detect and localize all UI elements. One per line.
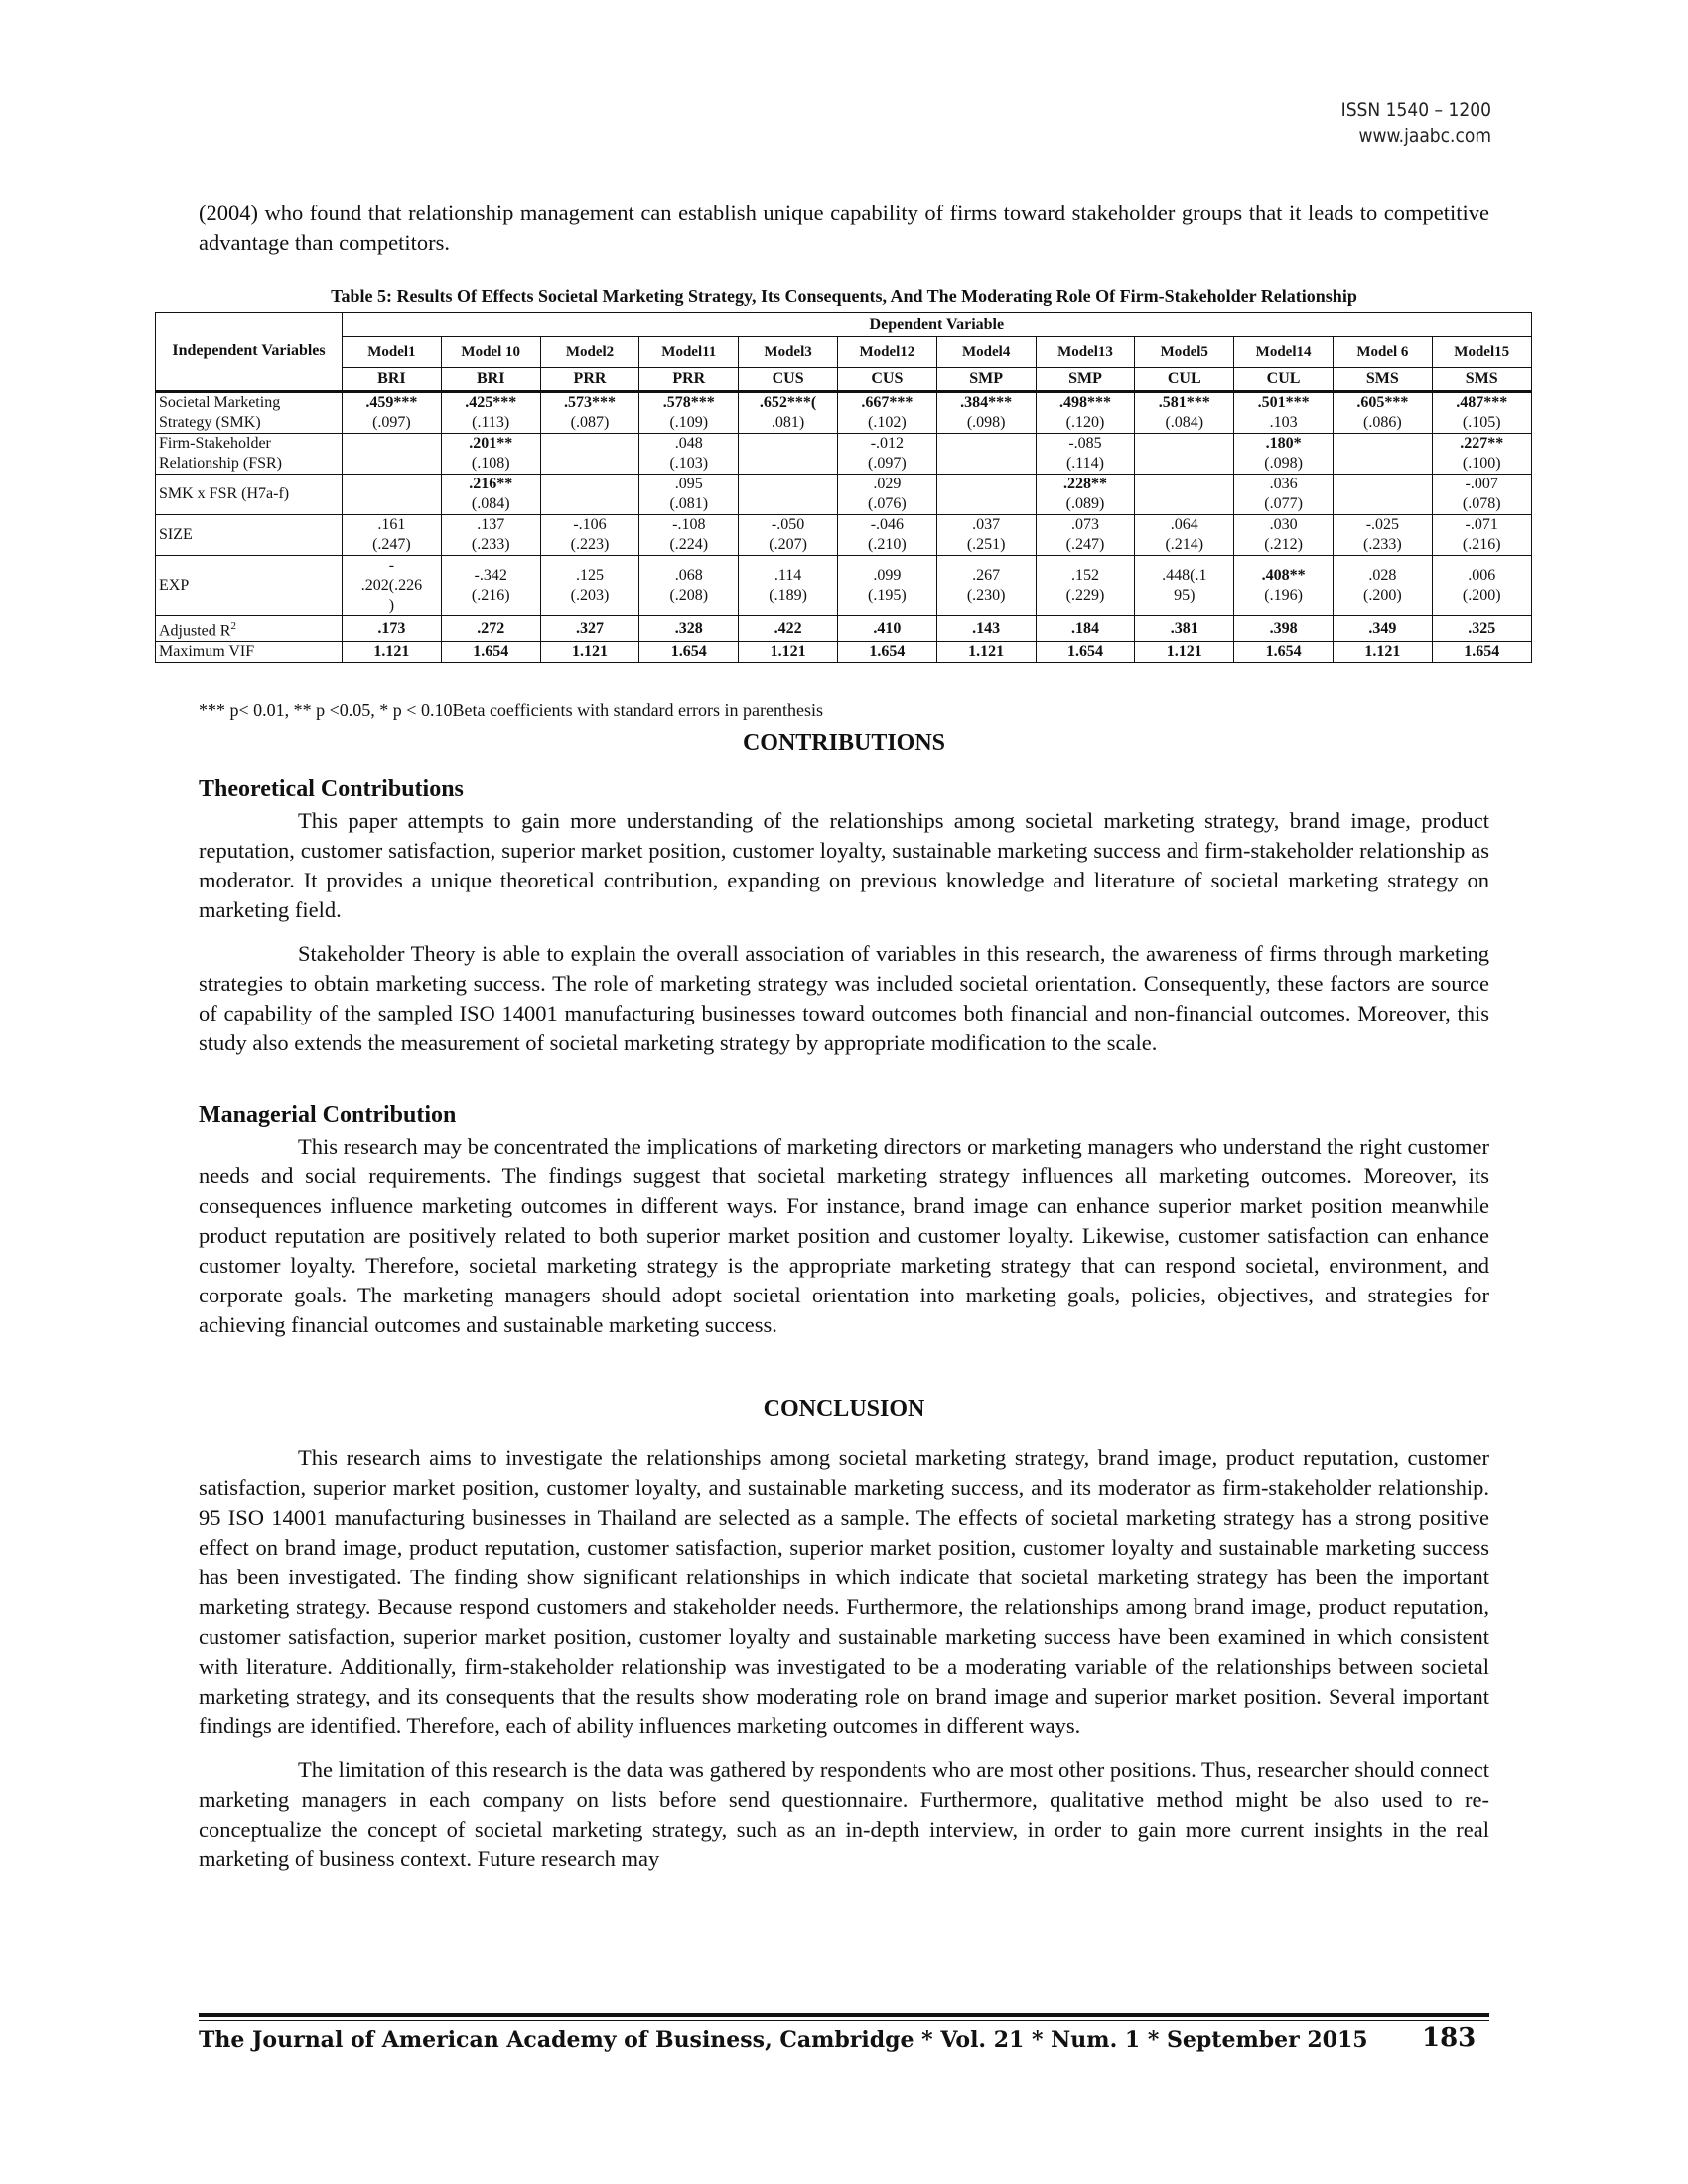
row-label-line: SIZE xyxy=(159,526,193,543)
coefficient: .036 xyxy=(1269,476,1298,492)
table-cell xyxy=(1432,392,1531,434)
table-cell xyxy=(1333,515,1432,556)
standard-error: (.120) xyxy=(1065,414,1105,431)
standard-error xyxy=(346,454,438,474)
adjusted-r2-value: .272 xyxy=(441,616,540,642)
standard-error: (.105) xyxy=(1462,414,1501,431)
coefficient: .095 xyxy=(674,476,703,492)
standard-error xyxy=(940,454,1033,474)
row-label xyxy=(156,475,343,515)
table-footnote: *** p< 0.01, ** p <0.05, * p < 0.10Beta coefficients with standard errors in parenthesis xyxy=(199,700,823,720)
table-cell xyxy=(1333,556,1432,616)
standard-error: (.089) xyxy=(1065,495,1105,512)
row-label-line: Relationship (FSR) xyxy=(159,455,283,472)
standard-error: (.098) xyxy=(966,414,1006,431)
table-cell xyxy=(1036,515,1135,556)
standard-error: (.230) xyxy=(966,587,1006,604)
footer-rule-thick xyxy=(199,2013,1489,2017)
standard-error: (.216) xyxy=(1462,536,1501,553)
coefficient: - xyxy=(388,557,395,574)
table-cell xyxy=(1036,475,1135,515)
table-cell xyxy=(540,475,639,515)
conclusion-text xyxy=(199,1443,1489,1874)
coefficient xyxy=(1336,434,1429,454)
model-header: Model1 xyxy=(343,337,442,368)
table-cell xyxy=(343,515,442,556)
issn-number: ISSN 1540 – 1200 xyxy=(1340,99,1491,121)
table-cell xyxy=(739,475,838,515)
dependent-variable-code: PRR xyxy=(639,368,739,392)
adjusted-r2-value: .398 xyxy=(1234,616,1334,642)
dependent-variable-code: SMP xyxy=(936,368,1036,392)
table-cell xyxy=(936,515,1036,556)
coefficient xyxy=(742,475,834,494)
table-cell xyxy=(343,434,442,475)
adjusted-r2-label xyxy=(156,616,343,642)
row-label xyxy=(156,556,343,616)
theoretical-contributions-text xyxy=(199,806,1489,1058)
coefficient xyxy=(544,434,636,454)
standard-error: (.233) xyxy=(471,536,510,553)
model-header: Model11 xyxy=(639,337,739,368)
table-cell xyxy=(837,434,936,475)
table-cell xyxy=(639,392,739,434)
table-cell xyxy=(1036,392,1135,434)
table-cell xyxy=(540,556,639,616)
coefficient: .216** xyxy=(469,476,513,492)
coefficient: .068 xyxy=(674,567,703,584)
coefficient: .425*** xyxy=(465,394,517,411)
adjusted-r2-label-text: Adjusted R xyxy=(159,622,231,640)
maximum-vif-value: 1.121 xyxy=(739,642,838,663)
coefficient: .267 xyxy=(972,567,1001,584)
maximum-vif-value: 1.654 xyxy=(639,642,739,663)
dependent-variable-code: SMS xyxy=(1432,368,1531,392)
coefficient: -.106 xyxy=(573,516,607,533)
table-cell xyxy=(1135,434,1234,475)
standard-error xyxy=(742,494,834,514)
table-cell xyxy=(441,475,540,515)
managerial-contribution-heading: Managerial Contribution xyxy=(199,1102,457,1128)
coefficient: .408** xyxy=(1261,567,1306,584)
coefficient xyxy=(346,434,438,454)
maximum-vif-value: 1.654 xyxy=(1036,642,1135,663)
adjusted-r2-value: .173 xyxy=(343,616,442,642)
dependent-variable-code: SMS xyxy=(1333,368,1432,392)
standard-error xyxy=(1138,494,1230,514)
standard-error: (.113) xyxy=(472,414,510,431)
coefficient: -.071 xyxy=(1465,516,1498,533)
maximum-vif-value: 1.121 xyxy=(540,642,639,663)
coefficient: .137 xyxy=(477,516,505,533)
standard-error: (.078) xyxy=(1462,495,1501,512)
adjusted-r2-value: .184 xyxy=(1036,616,1135,642)
coefficient: .180* xyxy=(1265,435,1302,452)
table-cell xyxy=(837,475,936,515)
table-row xyxy=(156,475,1532,515)
standard-error: (.214) xyxy=(1165,536,1204,553)
standard-error: (.200) xyxy=(1363,587,1402,604)
standard-error: (.229) xyxy=(1065,587,1105,604)
coefficient: .161 xyxy=(377,516,406,533)
standard-error: (.210) xyxy=(868,536,907,553)
coefficient xyxy=(1138,475,1230,494)
row-label-line: Strategy (SMK) xyxy=(159,414,261,431)
table-cell xyxy=(1135,475,1234,515)
standard-error xyxy=(742,454,834,474)
adjusted-r2-value: .349 xyxy=(1333,616,1432,642)
dependent-variable-code: CUL xyxy=(1135,368,1234,392)
standard-error: (.076) xyxy=(868,495,907,512)
conclusion-paragraph-1: This research aims to investigate the relationships among societal marketing strategy, brand image, product reputation, customer satisfaction, superior market position, customer loyalty, and sustainable marketing success, and its moderator as firm-stakeholder relationship. 95 ISO 14001 manufacturing businesses in Thailand are selected as a sample. The effects of societal marketing strategy has a strong positive effect on brand image, product reputation, customer satisfaction, superior market position, customer loyalty and sustainable marketing success has been investigated. The finding show significant relationships in which indicate that societal marketing strategy has been the important marketing strategy. Because respond customers and stakeholder needs. Furthermore, the relationships among brand image, product reputation, customer satisfaction, superior market position, customer loyalty and sustainable marketing success have been examined in which consistent with literature. Additionally, firm-stakeholder relationship was investigated to be a moderating variable of the relationships between societal marketing strategy, and its consequents that the results show moderating role on brand image and superior market position. Several important findings are identified. Therefore, each of ability influences marketing outcomes in different ways. xyxy=(199,1445,1489,1738)
theoretical-contributions-heading: Theoretical Contributions xyxy=(199,776,464,802)
dependent-variable-code: BRI xyxy=(343,368,442,392)
managerial-paragraph-1: This research may be concentrated the implications of marketing directors or marketing managers who understand the right customer needs and social requirements. The findings suggest that societal marketing strategy influences all marketing outcomes. Moreover, its consequences influence marketing outcomes in different ways. For instance, brand image can enhance superior market position meanwhile product reputation are positively related to both superior market position and customer loyalty. Likewise, customer satisfaction can enhance customer loyalty. Therefore, societal marketing strategy is the appropriate marketing strategy that can respond societal, environment, and corporate goals. The marketing managers should adopt societal orientation into marketing goals, policies, objectives, and strategies for achieving financial outcomes and sustainable marketing success. xyxy=(199,1134,1489,1337)
model-header: Model3 xyxy=(739,337,838,368)
table-cell xyxy=(1432,515,1531,556)
table-cell xyxy=(540,515,639,556)
coefficient xyxy=(1336,475,1429,494)
table-cell xyxy=(1135,515,1234,556)
table-cell xyxy=(441,556,540,616)
table-row xyxy=(156,434,1532,475)
coefficient: .029 xyxy=(873,476,902,492)
results-table xyxy=(155,312,1532,663)
table-cell xyxy=(1234,556,1334,616)
standard-error: (.195) xyxy=(868,587,907,604)
table-cell xyxy=(1135,392,1234,434)
coefficient: .201** xyxy=(469,435,513,452)
coefficient: -.085 xyxy=(1068,435,1102,452)
adjusted-r2-value: .410 xyxy=(837,616,936,642)
coefficient: .652***( xyxy=(759,394,817,411)
standard-error: (.224) xyxy=(669,536,709,553)
table-row xyxy=(156,556,1532,616)
standard-error: .103 xyxy=(1269,414,1298,431)
coefficient: .125 xyxy=(575,567,604,584)
table-row xyxy=(156,515,1532,556)
coefficient: .037 xyxy=(972,516,1001,533)
coefficient: .578*** xyxy=(662,394,715,411)
maximum-vif-value: 1.121 xyxy=(343,642,442,663)
coefficient: .498*** xyxy=(1058,394,1111,411)
coefficient: .006 xyxy=(1468,567,1496,584)
coefficient: .487*** xyxy=(1456,394,1508,411)
table-cell xyxy=(1234,392,1334,434)
table-cell xyxy=(1333,475,1432,515)
dependent-variable-code: CUS xyxy=(739,368,838,392)
standard-error xyxy=(544,454,636,474)
table-cell xyxy=(1234,515,1334,556)
standard-error xyxy=(544,494,636,514)
table-cell xyxy=(936,556,1036,616)
standard-error: (.086) xyxy=(1363,414,1402,431)
maximum-vif-value: 1.654 xyxy=(441,642,540,663)
table-cell xyxy=(343,556,442,616)
coefficient: .384*** xyxy=(960,394,1013,411)
table-cell xyxy=(837,556,936,616)
standard-error: (.247) xyxy=(372,536,411,553)
maximum-vif-value: 1.654 xyxy=(837,642,936,663)
coefficient: -.012 xyxy=(870,435,905,452)
dependent-variable-code: CUS xyxy=(837,368,936,392)
journal-footer: The Journal of American Academy of Business, Cambridge * Vol. 21 * Num. 1 * September 2015 xyxy=(199,2027,1368,2053)
coefficient: .667*** xyxy=(861,394,914,411)
standard-error: (.247) xyxy=(1065,536,1105,553)
table-cell xyxy=(936,475,1036,515)
independent-variables-header: Independent Variables xyxy=(156,313,343,392)
coefficient xyxy=(1138,434,1230,454)
table-title: Table 5: Results Of Effects Societal Marketing Strategy, Its Consequents, And The Moderating Role Of Firm-Stakeholder Relationship xyxy=(331,286,1357,306)
table-cell xyxy=(1432,556,1531,616)
table-cell xyxy=(1036,434,1135,475)
standard-error: (.114) xyxy=(1065,455,1104,472)
coefficient: .048 xyxy=(674,435,703,452)
standard-error: (.100) xyxy=(1462,455,1501,472)
row-label-line: SMK x FSR (H7a-f) xyxy=(159,485,290,502)
model-header: Model 10 xyxy=(441,337,540,368)
theoretical-paragraph-2: Stakeholder Theory is able to explain the overall association of variables in this research, the awareness of firms through marketing strategies to obtain marketing success. The role of marketing strategy was included societal orientation. Consequently, these factors are source of capability of the sampled ISO 14001 manufacturing businesses toward outcomes both financial and non-financial outcomes. Moreover, this study also extends the measurement of societal marketing strategy by appropriate modification to the scale. xyxy=(199,941,1489,1055)
model-header-row xyxy=(156,337,1532,368)
standard-error: (.084) xyxy=(1165,414,1204,431)
table-cell xyxy=(540,434,639,475)
coefficient: .114 xyxy=(774,567,802,584)
model-header: Model 6 xyxy=(1333,337,1432,368)
coefficient: .459*** xyxy=(365,394,418,411)
table-cell xyxy=(639,556,739,616)
model-header: Model14 xyxy=(1234,337,1334,368)
issn-header xyxy=(1341,97,1491,149)
table-cell xyxy=(936,392,1036,434)
coefficient: -.007 xyxy=(1465,476,1498,492)
adjusted-r2-value: .381 xyxy=(1135,616,1234,642)
adjusted-r2-row xyxy=(156,616,1532,642)
coefficient: .064 xyxy=(1170,516,1198,533)
maximum-vif-label: Maximum VIF xyxy=(156,642,343,663)
journal-website: www.jaabc.com xyxy=(1358,125,1491,147)
maximum-vif-value: 1.654 xyxy=(1234,642,1334,663)
coefficient: .073 xyxy=(1070,516,1099,533)
standard-error: (.077) xyxy=(1264,495,1303,512)
model-header: Model4 xyxy=(936,337,1036,368)
table-cell xyxy=(739,515,838,556)
coefficient: .501*** xyxy=(1257,394,1310,411)
standard-error: (.196) xyxy=(1264,587,1303,604)
table-cell xyxy=(540,392,639,434)
page-number: 183 xyxy=(1422,2023,1477,2053)
maximum-vif-value: 1.654 xyxy=(1432,642,1531,663)
row-label-line: Societal Marketing xyxy=(159,394,281,411)
table-cell xyxy=(441,434,540,475)
model-header: Model5 xyxy=(1135,337,1234,368)
coefficient xyxy=(940,475,1033,494)
coefficient: .605*** xyxy=(1356,394,1409,411)
row-label xyxy=(156,434,343,475)
coefficient: .581*** xyxy=(1158,394,1210,411)
coefficient: -.342 xyxy=(474,567,507,584)
table-cell xyxy=(837,515,936,556)
standard-error: (.087) xyxy=(570,414,610,431)
dependent-variable-header: Dependent Variable xyxy=(343,313,1532,337)
standard-error: (.233) xyxy=(1363,536,1402,553)
table-cell xyxy=(441,392,540,434)
coefficient: .227** xyxy=(1460,435,1504,452)
model-header: Model15 xyxy=(1432,337,1531,368)
adjusted-r2-value: .328 xyxy=(639,616,739,642)
model-header: Model13 xyxy=(1036,337,1135,368)
standard-error: .202(.226 xyxy=(360,577,423,594)
table-body xyxy=(156,392,1532,663)
coefficient: .228** xyxy=(1062,476,1107,492)
standard-error: 95) xyxy=(1174,587,1196,604)
table-cell xyxy=(639,475,739,515)
dependent-variable-row xyxy=(156,368,1532,392)
table-cell xyxy=(1333,434,1432,475)
dependent-variable-code: SMP xyxy=(1036,368,1135,392)
coefficient: .448(.1 xyxy=(1162,567,1207,584)
contributions-heading: CONTRIBUTIONS xyxy=(742,730,946,755)
theoretical-paragraph-1: This paper attempts to gain more understanding of the relationships among societal marketing strategy, brand image, product reputation, customer satisfaction, superior market position, customer loyalty, sustainable marketing success and firm-stakeholder relationship as moderator. It provides a unique theoretical contribution, expanding on previous knowledge and literature of societal marketing strategy on marketing field. xyxy=(199,808,1489,922)
table-cell xyxy=(936,434,1036,475)
standard-error: (.251) xyxy=(966,536,1006,553)
standard-error: (.097) xyxy=(868,455,907,472)
coefficient: .028 xyxy=(1368,567,1397,584)
table-cell xyxy=(1135,556,1234,616)
standard-error: (.200) xyxy=(1462,587,1501,604)
dependent-variable-code: CUL xyxy=(1234,368,1334,392)
dependent-variable-code: PRR xyxy=(540,368,639,392)
standard-error: (.081) xyxy=(669,495,709,512)
coefficient xyxy=(940,434,1033,454)
standard-error: (.208) xyxy=(669,587,709,604)
standard-error xyxy=(346,494,438,514)
footer-rule-thin xyxy=(199,2020,1489,2021)
standard-error: (.084) xyxy=(471,495,510,512)
coefficient: -.025 xyxy=(1365,516,1400,533)
row-label xyxy=(156,392,343,434)
table-cell xyxy=(739,434,838,475)
standard-error: (.097) xyxy=(372,414,411,431)
maximum-vif-value: 1.121 xyxy=(936,642,1036,663)
standard-error: (.102) xyxy=(868,414,907,431)
adjusted-r2-value: .325 xyxy=(1432,616,1531,642)
table-cell xyxy=(739,392,838,434)
table-cell xyxy=(837,392,936,434)
standard-error: (.189) xyxy=(769,587,807,604)
table-cell xyxy=(1234,475,1334,515)
standard-error xyxy=(940,494,1033,514)
standard-error: ) xyxy=(388,597,395,614)
standard-error: (.203) xyxy=(570,587,610,604)
row-label xyxy=(156,515,343,556)
coefficient: -.046 xyxy=(870,516,905,533)
table-cell xyxy=(343,392,442,434)
coefficient: .030 xyxy=(1269,516,1298,533)
standard-error: (.098) xyxy=(1264,455,1303,472)
maximum-vif-value: 1.121 xyxy=(1135,642,1234,663)
table-cell xyxy=(639,515,739,556)
coefficient xyxy=(544,475,636,494)
table-cell xyxy=(1234,434,1334,475)
table-cell xyxy=(1432,434,1531,475)
standard-error: (.216) xyxy=(471,587,510,604)
maximum-vif-row xyxy=(156,642,1532,663)
maximum-vif-value: 1.121 xyxy=(1333,642,1432,663)
standard-error: (.108) xyxy=(471,455,510,472)
standard-error xyxy=(1336,494,1429,514)
model-header: Model12 xyxy=(837,337,936,368)
coefficient xyxy=(346,475,438,494)
intro-paragraph: (2004) who found that relationship management can establish unique capability of firms toward stakeholder groups that it leads to competitive advantage than competitors. xyxy=(199,201,1489,255)
table-row xyxy=(156,392,1532,434)
model-header: Model2 xyxy=(540,337,639,368)
coefficient: .099 xyxy=(873,567,902,584)
table-cell xyxy=(639,434,739,475)
table-cell xyxy=(1036,556,1135,616)
coefficient: -.108 xyxy=(672,516,706,533)
table-cell xyxy=(441,515,540,556)
standard-error: .081) xyxy=(771,414,805,431)
adjusted-r2-superscript: 2 xyxy=(230,620,236,632)
coefficient: .152 xyxy=(1070,567,1099,584)
table-cell xyxy=(1333,392,1432,434)
table-cell xyxy=(1432,475,1531,515)
managerial-contribution-text xyxy=(199,1132,1489,1340)
row-label-line: Firm-Stakeholder xyxy=(159,435,271,452)
table-cell xyxy=(739,556,838,616)
table-cell xyxy=(343,475,442,515)
coefficient: -.050 xyxy=(771,516,805,533)
coefficient xyxy=(742,434,834,454)
adjusted-r2-value: .143 xyxy=(936,616,1036,642)
conclusion-heading: CONCLUSION xyxy=(763,1396,925,1422)
dependent-variable-code: BRI xyxy=(441,368,540,392)
standard-error: (.207) xyxy=(769,536,807,553)
row-label-line: EXP xyxy=(159,577,190,594)
standard-error xyxy=(1138,454,1230,474)
standard-error: (.212) xyxy=(1264,536,1303,553)
standard-error: (.109) xyxy=(669,414,709,431)
coefficient: .573*** xyxy=(563,394,616,411)
conclusion-paragraph-2: The limitation of this research is the data was gathered by respondents who are most other positions. Thus, researcher should connect marketing managers in each company on lists before send questionnaire. Furthermore, qualitative method might be also used to re-conceptualize the concept of societal marketing strategy, such as an in-depth interview, in order to gain more current insights in the real marketing of business context. Future research may xyxy=(199,1757,1489,1871)
standard-error xyxy=(1336,454,1429,474)
adjusted-r2-value: .422 xyxy=(739,616,838,642)
standard-error: (.223) xyxy=(570,536,610,553)
standard-error: (.103) xyxy=(669,455,709,472)
adjusted-r2-value: .327 xyxy=(540,616,639,642)
